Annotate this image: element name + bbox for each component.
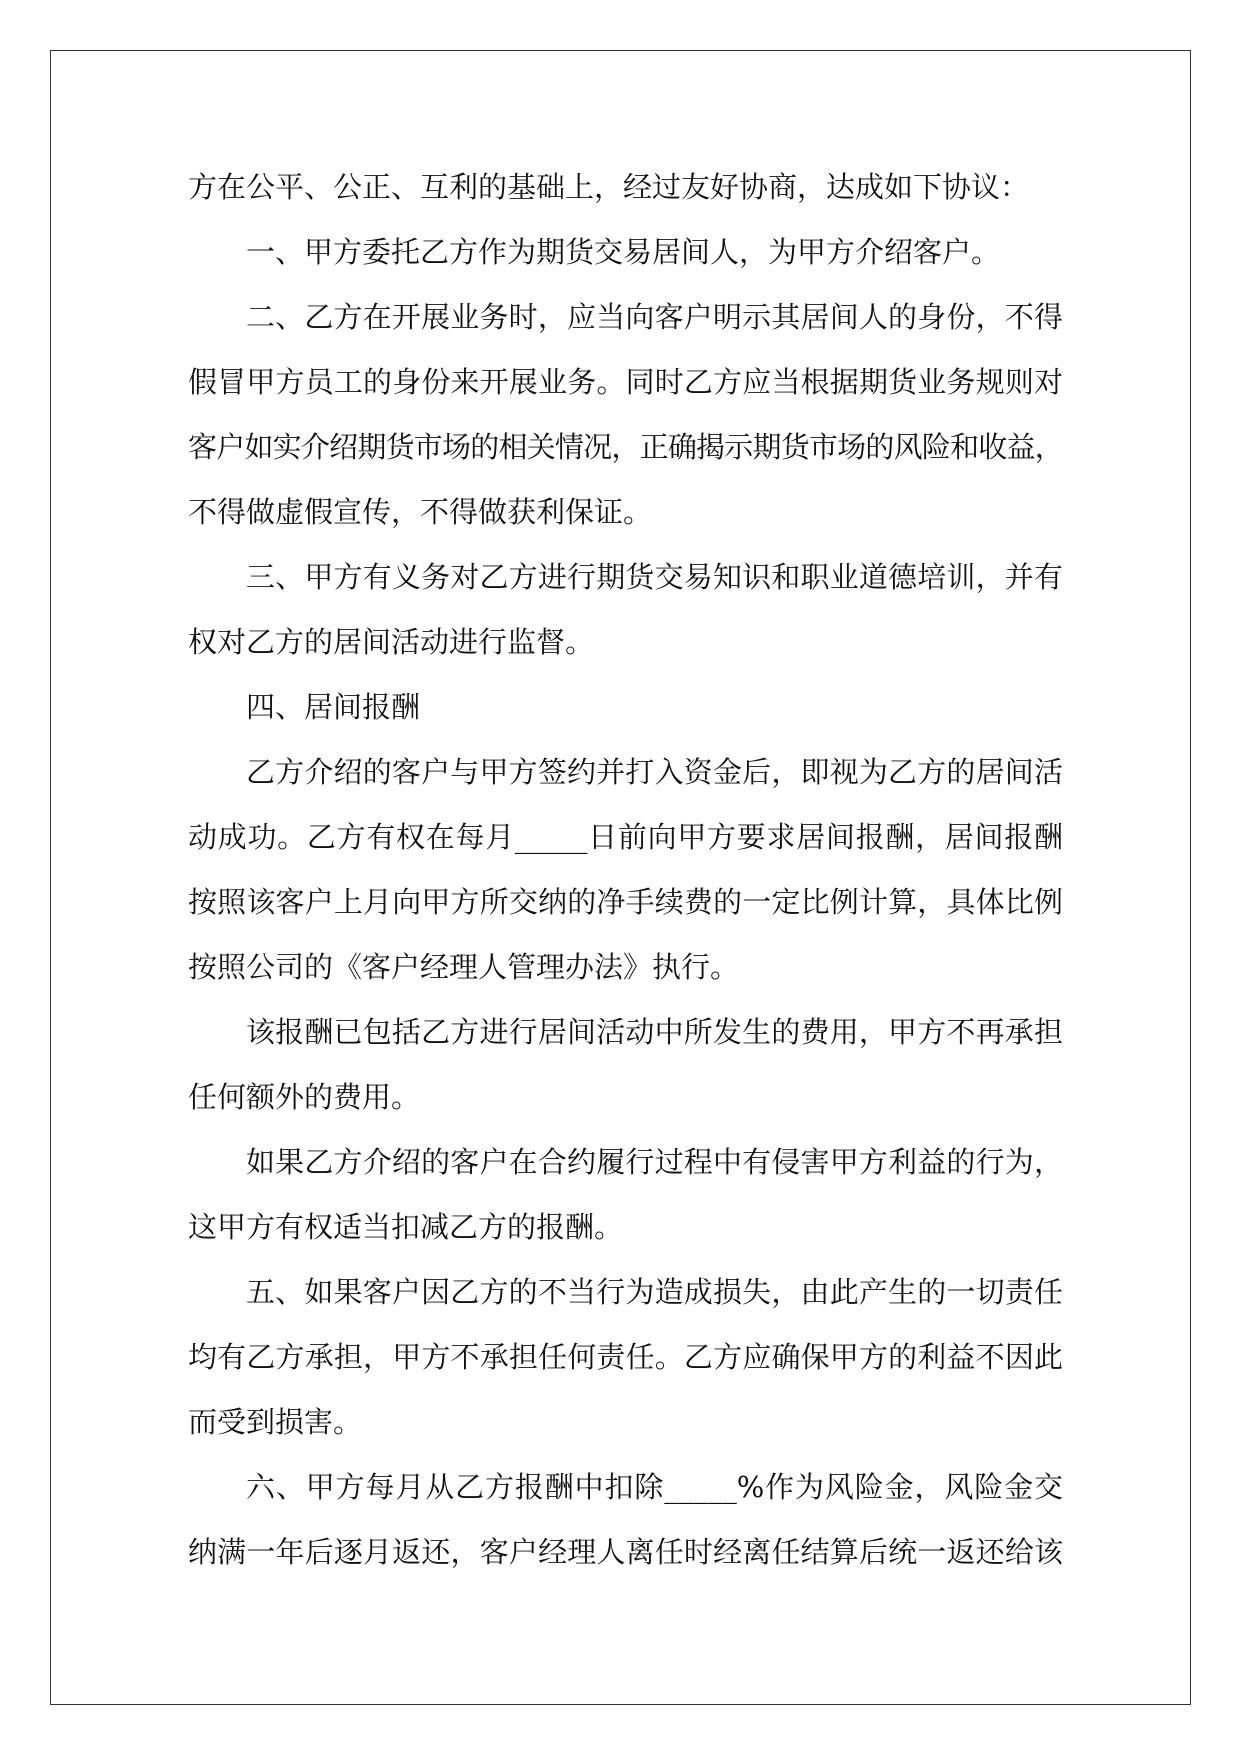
section-heading: 四、居间报酬 [246,690,421,724]
text-line: 五、如果客户因乙方的不当行为造成损失，由此产生的一切责任 [246,1275,1063,1309]
text-line: 按照该客户上月向甲方所交纳的净手续费的一定比例计算，具体比例 [188,885,1063,919]
text-line: 纳满一年后逐月返还，客户经理人离任时经离任结算后统一返还给该 [188,1535,1063,1569]
text-line: 不得做虚假宣传，不得做获利保证。 [188,495,653,529]
text-line: 按照公司的《客户经理人管理办法》执行。 [188,950,740,984]
document-body [188,155,1063,1585]
text-line: 动成功。乙方有权在每月_____日前向甲方要求居间报酬，居间报酬 [188,820,1063,854]
text-line: 方在公平、公正、互利的基础上，经过友好协商，达成如下协议： [188,170,1030,204]
text-line: 六、甲方每月从乙方报酬中扣除_____%作为风险金，风险金交 [246,1470,1063,1504]
text-line: 该报酬已包括乙方进行居间活动中所发生的费用，甲方不再承担 [246,1015,1063,1049]
text-line: 均有乙方承担，甲方不承担任何责任。乙方应确保甲方的利益不因此 [188,1340,1063,1374]
text-line: 假冒甲方员工的身份来开展业务。同时乙方应当根据期货业务规则对 [188,365,1063,399]
text-line: 而受到损害。 [188,1405,363,1439]
text-line: 这甲方有权适当扣减乙方的报酬。 [188,1210,624,1244]
text-line: 乙方介绍的客户与甲方签约并打入资金后，即视为乙方的居间活 [246,755,1063,789]
text-line: 三、甲方有义务对乙方进行期货交易知识和职业道德培训，并有 [246,560,1063,594]
text-line: 任何额外的费用。 [188,1080,421,1114]
text-line: 客户如实介绍期货市场的相关情况，正确揭示期货市场的风险和收益， [188,430,1063,464]
text-line: 如果乙方介绍的客户在合约履行过程中有侵害甲方利益的行为， [246,1145,1063,1179]
text-line: 二、乙方在开展业务时，应当向客户明示其居间人的身份，不得 [246,300,1063,334]
text-line: 权对乙方的居间活动进行监督。 [188,625,595,659]
text-line: 一、甲方委托乙方作为期货交易居间人，为甲方介绍客户。 [246,235,1001,269]
